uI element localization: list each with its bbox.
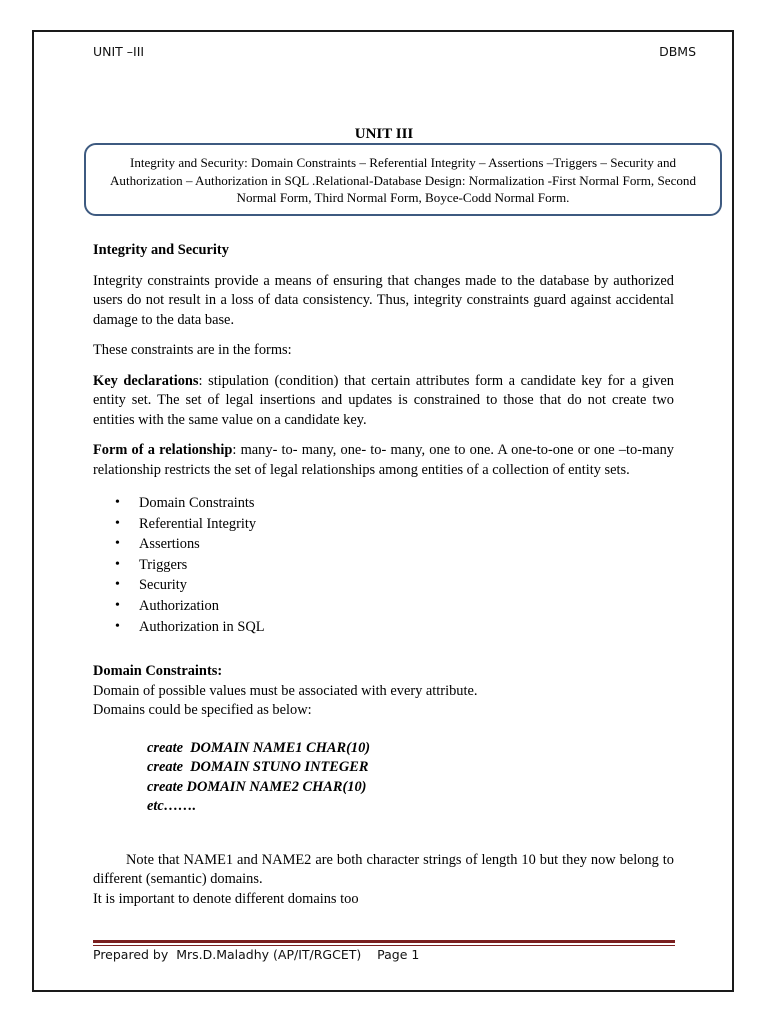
code-line: etc…….: [147, 798, 197, 815]
list-item: • Security: [93, 575, 674, 596]
list-item: • Referential Integrity: [93, 514, 674, 535]
code-line: create DOMAIN NAME2 CHAR(10): [147, 778, 367, 795]
syllabus-text: Integrity and Security: Domain Constraints – Referential Integrity – Assertions –Triggers – Security and Authorization – Authorization in SQL .Relational-Database Design: Normalization -First Normal Form, Second Normal Form, Third Normal Form, Boyce-Codd Normal Form.: [109, 155, 697, 205]
list-item: • Authorization: [93, 596, 674, 617]
key-declarations-text: : stipulation (condition) that certain attributes form a candidate key for a given entity set. The set of legal insertions and updates is constrained to those that do not create two entities with the same value on a candidate key.: [93, 372, 674, 428]
code-block: [147, 739, 674, 817]
domain-line-2: Domains could be specified as below:: [93, 702, 312, 719]
relationship-term: Form of a relationship: [93, 442, 233, 458]
important-line: It is important to denote different domains too: [93, 890, 359, 907]
unit-title: UNIT III: [354, 126, 414, 142]
footer-rule-thin: [93, 945, 675, 946]
intro-paragraph: Integrity constraints provide a means of ensuring that changes made to the database by authorized users do not result in a loss of data consistency. Thus, integrity constraints guard against accidental damage to the data base.: [93, 272, 674, 328]
list-item: • Domain Constraints: [93, 493, 674, 514]
forms-paragraph: These constraints are in the forms:: [93, 342, 292, 358]
header-right: DBMS: [659, 44, 696, 59]
footer-text: Prepared by Mrs.D.Maladhy (AP/IT/RGCET) Page 1: [93, 947, 420, 962]
key-declarations-term: Key declarations: [93, 372, 199, 389]
domain-heading: Domain Constraints:: [93, 663, 223, 680]
note-paragraph: Note that NAME1 and NAME2 are both character strings of length 10 but they now belong to different (semantic) domains.: [93, 851, 674, 888]
header-left: UNIT –III: [93, 44, 145, 59]
domain-line-1: Domain of possible values must be associated with every attribute.: [93, 682, 478, 699]
constraint-list: [93, 493, 674, 637]
syllabus-box: [84, 143, 722, 216]
section-heading: Integrity and Security: [93, 242, 229, 258]
document-body: [93, 241, 674, 909]
key-declarations-paragraph: [93, 372, 674, 431]
relationship-text: : many- to- many, one- to- many, one to one. A one-to-one or one –to-many relationship restricts the set of legal relationships among entities of a collection of entity sets.: [93, 442, 674, 478]
relationship-paragraph: [93, 441, 674, 480]
list-item: • Assertions: [93, 534, 674, 555]
footer-rule-thick: [93, 940, 675, 943]
code-line: create DOMAIN NAME1 CHAR(10): [147, 739, 371, 756]
code-line: create DOMAIN STUNO INTEGER: [147, 759, 369, 776]
list-item: • Authorization in SQL: [93, 617, 674, 638]
list-item: • Triggers: [93, 555, 674, 576]
